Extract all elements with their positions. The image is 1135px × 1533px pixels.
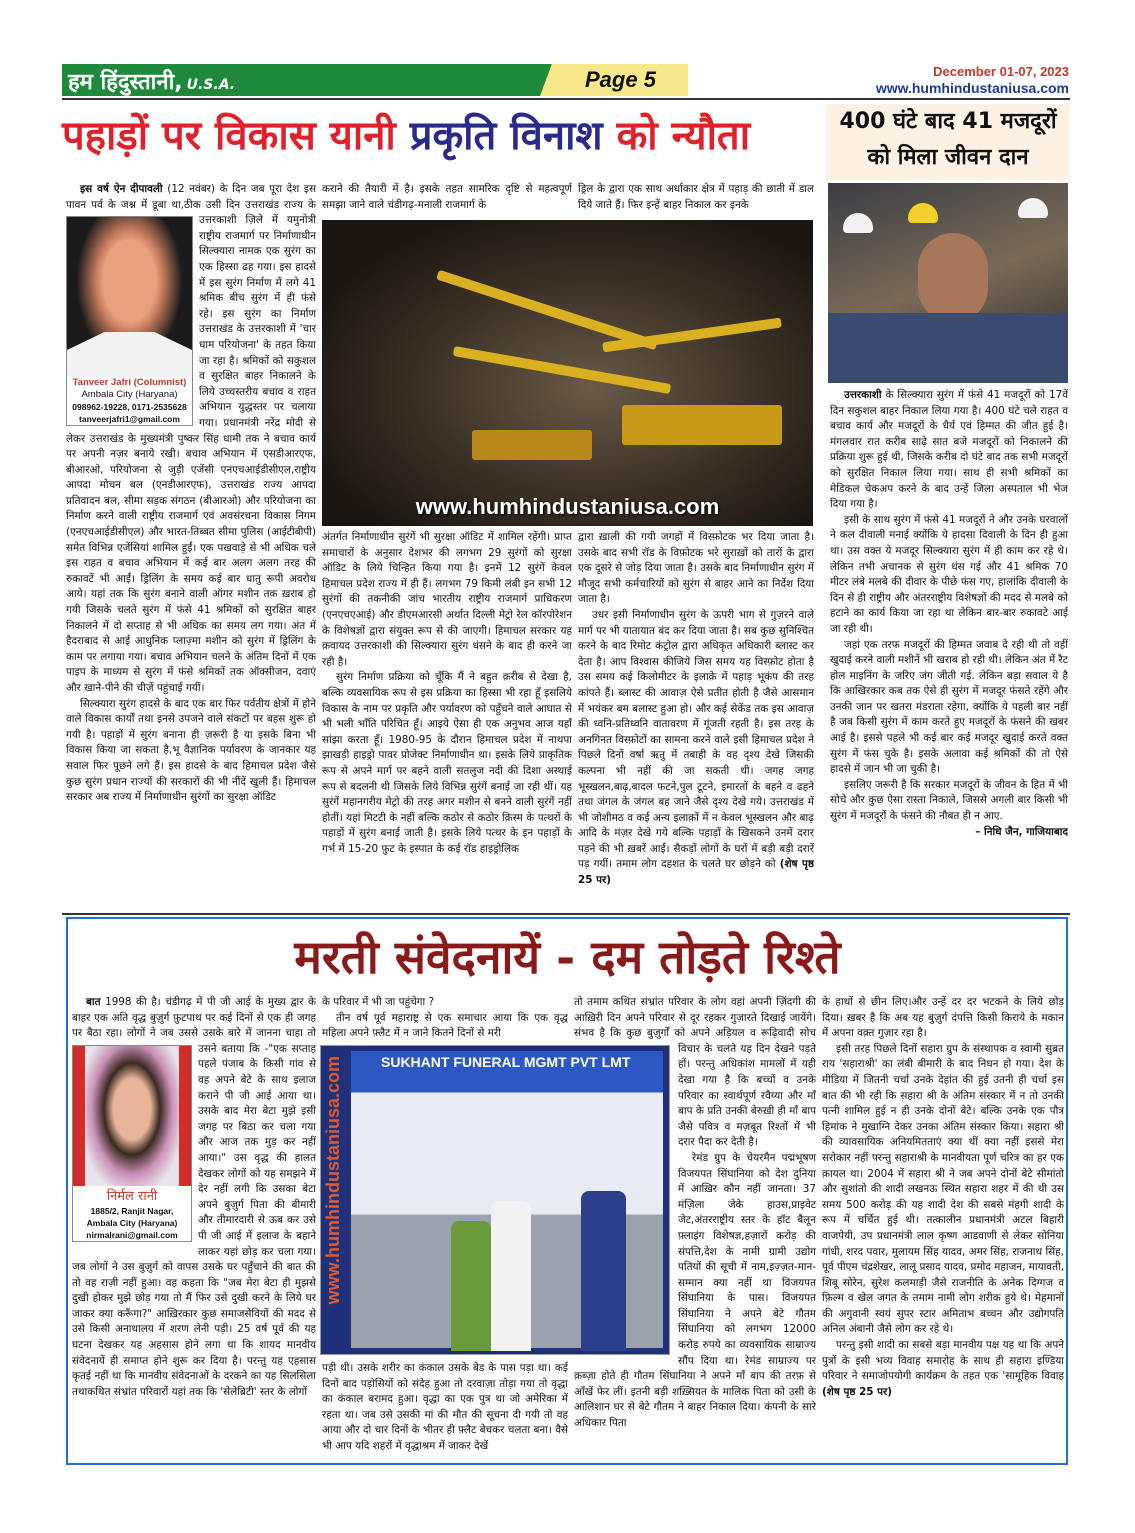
lead-words: इस वर्ष ऐन दीपावली	[80, 183, 163, 195]
author-card	[72, 1045, 192, 1242]
sidebar-headline: 400 घंटे बाद 41 मजदूरों को मिला जीवन दान	[826, 104, 1070, 180]
article1-column-1	[66, 182, 316, 910]
author-email[interactable]: tanveerjafri1@gmail.com	[79, 414, 180, 424]
body-text: उधर इसी निर्माणाधीन सुरंग के ऊपरी भाग से गुज़रने वाले मार्ग पर भी यातायात बंद कर दिया जाता है। सब कुछ सुनिश्चित करने के बाद रिमोट कंट्रोल द्वारा अधिकृत अधिकारी ब्लास्ट कर देता है। आप विश्वास कीजिये जिस समय यह विस्फ़ोट होता है उस समय कई किलोमीटर के इलाक़े में पहाड़ भूकंप की तरह कांपते हैं। ब्लास्ट की आवाज़ ऐसे प्रतीत होती है जैसे आसमान में भयंकर बम बलास्ट हुआ हो। और कई सेकेंड तक इस आवाज़ की ध्वनि-प्रतिध्वनि वातावरण में गूंजती रहती है। इस तरह के अनगिनत विस्फ़ोटों का सामना करने वाले इसी हिमाचल प्रदेश ने पिछले दिनों वर्षा ऋतु में तबाही के वह दृश्य देखे जिसकी कल्पना भी नहीं की जा सकती थी। जगह जगह भूस्खलन,बाढ़,बादल फटने,पुल टूटने, इमारतों के बहने व ढहने तथा जंगल के जंगल बह जाने जैसे दृश्य देखे गये। उत्तराखंड में भी जोशीमठ व कई अन्य इलाक़ों में न केवल भूस्खलन और बाढ़ आदि के मंज़र देखे गये बल्कि पहाड़ों के खिसकने उनमें दरार पड़ने की भी ख़बरें आईं। सैकड़ों लोगों के घरों में बड़ी बड़ी दरारें पड़ गयीं। तमाम लोग दहशत के चलते घर छोड़ने को	[578, 608, 814, 871]
body-text: (12 नवंबर) के दिन जब पूरा देश इस पावन पर्व के जश्न में डूबा था,ठीक उसी दिन उत्तराखंड राज्य के उत्तरकाशी ज़िले में यमुनोत्री राष्ट्रीय राजमार्ग पर निर्माणाधीन सिल्क्यारा नामक एक सुरंग का एक हिस्सा ढह गया। इस हादसे में इस सुरंग निर्माण में लगे 41 श्रमिक बीच सुरंग में ही फंसे रहे। इस सुरंग का निर्माण उत्तराखंड के उत्तरकाशी में 'चार धाम परियोजना' के तहत किया जा रहा है। श्रमिकों को सकुशल व सुरक्षित बाहर निकालने के लिये उच्चस्तरीय बचाव व राहत अभियान युद्धस्तर पर चलाया गया। प्रधानमंत्री नरेंद्र मोदी से लेकर उत्तराखंड के मुख्यमंत्री पुष्कर सिंह धामी तक ने बचाव कार्य पर अपनी नज़र बनाये रखी। बचाव अभियान में एसडीआरएफ, बीआरओ, परियोजना से जुड़ी एजेंसी एनएचआईडीसीएल,राष्ट्रीय आपदा मोचन बल (एनडीआरएफ), उत्तराखंड राज्य आपदा प्रतिवादन बल, सीमा सड़क संगठन (बीआरओ) और परियोजना का निर्माण करने वाली राष्ट्रीय राजमार्ग एवं अवसंरचना विकास निगम (एनएचआईडीसीएल) और भारत-तिब्बत सीमा पुलिस (आईटीबीपी) समेत विभिन्न एजेंसियां शामिल हुईं। एक पखवाड़े से भी अधिक चले इस राहत व बचाव अभियान में कई बार अलग अलग तरह की रुकावटें भी आईं। ड्रिलिंग के समय कई बार धातु रूपी अवरोध आये। यहां तक कि सुरंग बनाने वाली ऑगर मशीन तक ख़राब हो गयी जिसके चलते सुरंग में फंसे 41 श्रमिकों को सुरक्षित बाहर निकालने में दो सप्ताह से भी अधिक का समय लग गया। अंत में हैदराबाद से आई आधुनिक प्लाज़्मा मशीन को सुरंग में ड्रिलिंग के काम पर लगाया गया। बचाव अभियान चलने के अंतिम दिनों में एक पाइप के माध्यम से सुरंग में फंसे श्रमिकों तक ऑक्सीजन, दवाएं और खाने-पीने की चीज़ें पहुंचाई गयीं।	[66, 183, 316, 694]
body-text: सुरंग निर्माण प्रक्रिया को चूँकि मैं ने बहुत क़रीब से देखा है, बल्कि व्यवसायिक रूप से इस प्रक्रिया का हिस्सा भी रहा हूँ इसलिये विकास के नाम पर प्रकृति और पर्यावरण को पहुँचने वाले आघात से भी भली भाँति परिचित हूँ। आइये ऐसा ही एक अनुभव आज यहाँ सांझा करता हूँ। 1980-95 के दौरान हिमाचल प्रदेश में नाथपा झाखड़ी हाइड्रो पावर प्रोजेक्ट निर्माणाधीन था। इसके लिये प्राकृतिक रूप से अपने मार्ग पर बहने वाली सतलुज नदी की दिशा अस्थाई रूप से बदलनी थी जिसके लिये विभिन्न सुरंगें बनाई जा रही थीं। यह सुरंगें महानगरीय मेट्रो की तरह अगर मशीन से बनने वाली सुरंगें नहीं होतीं। यहां मिटटी के नहीं बल्कि कठोर से कठोर क़िस्म के पत्थरों के पहाड़ों में सुरंग बनाई जाती है। इसके लिये पत्थर के इन पहाड़ों के गर्भ में 15-20 फ़ुट के इस्पात के कई रॉड हाइड्रोलिक	[322, 671, 572, 855]
headline-part: पहाड़ों पर विकास यानी	[62, 113, 410, 159]
body-text: पड़ी थी। उसके शरीर का कंकाल उसके बेड के पास पड़ा था। कई दिनों बाद पड़ोसियों को संदेह हुआ तो दरवाज़ा तोड़ा गया तो वृद्धा का कंकाल बरामद हुआ। वृद्धा का एक पुत्र था जो अमेरिका में रहता था। जब उसे उसकी मां की मौत की सूचना दी गयी तो वह आया और दो चार दिनों के भीतर ही फ़्लैट बेचकर चलता बना। वैसे भी आप यदि शहरों में वृद्धाश्रम में जाकर देखें	[322, 1362, 568, 1452]
photo-space	[574, 1043, 678, 1361]
divider	[62, 98, 1070, 100]
issue-date: December 01-07, 2023	[933, 64, 1069, 79]
body-text: इसी तरह पिछले दिनों सहारा ग्रुप के संस्थापक व स्वामी सुब्रत राय 'सहाराश्री' का लंबी बीमारी के बाद निधन हो गया। देश के मीडिया में जितनी चर्चा उनके देहांत की हुई उतनी ही चर्चा इस बात की भी रही कि सहारा श्री के अंतिम संस्कार में न तो उनकी पत्नी शामिल हुई न ही उनके दोनों बेटे। बल्कि उनके एक पौत्र हिमांक ने मुखाग्नि देकर उनका अंतिम संस्कार किया। सहारा श्री की व्यावसायिक अनियमितताएं क्या थीं क्या नहीं इससे मेरा सरोकार नहीं परन्तु सहाराश्री के मानवीयता पूर्ण चरित्र का हर एक क़ायल था। 2004 में सहारा श्री ने जब अपने दोनों बेटे सीमांतो और सुशांतो की शादी लखनऊ स्थित सहारा शहर में की थी उस समय 500 करोड़ की यह शादी देश की सबसे मंहगी शादी के रूप में चर्चित हुई थी। तत्कालीन प्रधानमंत्री अटल बिहारी वाजपेयी, उप प्रधानमंत्री लाल कृष्ण आडवाणी से लेकर सोनिया गांधी, शरद पवार, मुलायम सिंह यादव, अमर सिंह, राजनाथ सिंह, पूर्व पीएम चंद्रशेखर, लालू प्रसाद यादव, प्रमोद महाजन, मायावती, शिबू सोरेन, सुरेश कलमाड़ी जैसे राजनीति के अनेक दिग्गज व फ़िल्म व खेल जगत के तमाम नामी लोग शरीक हुये थे। मेहमानों की अगुवानी स्वयं सुपर स्टार अमिताभ बच्चन और उद्योगपति अनिल अंबानी जैसे लोग कर रहे थे।	[822, 1042, 1064, 1336]
body-text: के परिवार में भी जा पहुंचेगा ?	[322, 996, 435, 1008]
article1-column-2	[322, 530, 572, 910]
title-usa: U.S.A.	[186, 77, 236, 93]
article2-column-4	[822, 995, 1064, 1461]
body-text: इसी के साथ सुरंग में फंसे 41 मजदूरों ने और उनके घरवालों ने कल दीवाली मनाई क्योंकि ये हादसा दिवाली के दिन ही हुआ था। उस वक्त ये मजदूर सिल्क्यारा सुरंग में ही काम कर रहे थे। लेकिन तभी अचानक से सुरंग धंस गई और 41 श्रमिक 70 मीटर लंबे मलबे की दीवार के पीछे फंस गए, हालांकि दीवाली के दिन से ही राष्ट्रीय और अंतरराष्ट्रीय विशेषज्ञों की मदद से मलबे को हटाने का कार्य किया जा रहा था लेकिन बार-बार रुकावटे आई जा रही थी।	[830, 513, 1068, 635]
photo-watermark: www.humhindustaniusa.com	[323, 1056, 343, 1305]
body-text: ड्रिल के द्वारा एक साथ अर्धाकार क्षेत्र में पहाड़ की छाती में डाल दिये जाते हैं। फिर इन्हें बाहर निकाल कर इनके	[578, 183, 814, 211]
body-text: कराने की तैयारी में है। इसके तहत सामरिक दृष्टि से महत्वपूर्ण समझा जाने वाले चंडीगढ़-मनाली राजमार्ग के	[322, 183, 572, 211]
page-number: Page 5	[585, 67, 656, 92]
author-address: 1885/2, Ranjit Nagar,	[90, 1206, 174, 1216]
tunnel-drilling-photo	[322, 220, 813, 526]
newspaper-title	[68, 66, 235, 96]
body-text: के सिल्क्यारा सुरंग में फंसे 41 मजदूरों को 17वें दिन सकुशल बाहर निकाल लिया गया है। 400 घंटे चले राहत व बचाव कार्य और मजदूरों के धैर्य एवं हिम्मत की जीत हुई है। मंगलवार रात करीब साढ़े सात बजे मजदूरों को निकालने की प्रक्रिया शुरू हुई थी, जिसके करीब दो घंटे बाद तक सभी मजदूरों को सुरक्षित निकाल लिया गया। साथ ही सभी श्रमिकों का मेडिकल चेकअप करने के बाद उन्हें जिला अस्पताल भी भेज दिया गया है।	[830, 389, 1068, 511]
divider	[62, 913, 1070, 915]
author-name: निर्मल रानी	[106, 1189, 158, 1204]
body-text: परन्तु इसी शादी का सबसे बड़ा मानवीय पक्ष यह था कि अपने पुत्रों के इसी भव्य विवाह समारोह के साथ ही सहारा इण्डिया परिवार ने समाजोपयोगी कार्यक्रम के तहत एक 'सामूहिक विवाह	[822, 1339, 1064, 1383]
photo-watermark: www.humhindustaniusa.com	[415, 494, 720, 519]
body-text: जहां एक तरफ मजदूरों की हिम्मत जवाब दे रही थी तो वहीं खुदाई करने वाली मशीनें भी खराब हो रही थी। लेकिन अंत में रैट होल माइनिंग के जरिए जंग जीती गई. लेकिन बड़ा सवाल ये है कि आखिरकार कब तक ऐसे ही सुरंग में मजदूर फंसते रहेंगे और उनकी जान पर खतरा मंडराता रहेगा, क्योंकि ये पहली बार नहीं है जब किसी सुरंग में काम करते हुए मजदूरों के फंसने की खबर आई है। इससे पहले भी कई बार कई मजदूर खुदाई करते वक्त सुरंग में फंस चुके है। इसके अलावा कई श्रमिकों की तो ऐसे हादसे में जान भी जा चुकी है।	[830, 638, 1068, 776]
body-text: द्वारा ख़ाली की गयी जगहों में विस्फ़ोटक भर दिया जाता है। उसके बाद सभी रॉड के विफ़ोटक भरे सुराख़ों को तारों के द्वारा एक दूसरे से जोड़ दिया जाता है। उसके बाद निर्माणाधीन सुरंग में मौजूद सभी कर्मचारियों को सुरंग से बाहर आने का निर्देश दिया जाता है।	[578, 531, 814, 606]
sidebar-column	[830, 388, 1068, 910]
photo-banner-text: SUKHANT FUNERAL MGMT PVT LMT	[381, 1054, 631, 1070]
title-hindi: हम हिंदुस्तानी,	[68, 70, 183, 95]
author-photo	[67, 217, 192, 377]
article1-headline	[62, 104, 817, 168]
continued-link[interactable]: (शेष पृष्ठ 25 पर)	[578, 858, 814, 887]
author-city: Ambala City (Haryana)	[86, 1218, 178, 1228]
author-email[interactable]: nirmalrani@gmail.com	[86, 1230, 178, 1240]
rescued-workers-photo	[828, 183, 1068, 383]
headline-part: को न्यौता	[616, 113, 751, 159]
article1-column-2-top	[322, 182, 572, 216]
headline-part: प्रकृति विनाश	[409, 113, 617, 159]
body-text: रेमंड ग्रुप के चेयरमैन पद्मभूषण विजयपत सिंघानिया को देश दुनिया में आख़िर कौन नहीं जानता। 37 मंज़िला जेके हाउस,प्राइवेट जेट,अंतरराष्ट्रीय स्तर के हॉट बैलून फ़्लाइंग विशेषज्ञ,हज़ारों करोड़ की संपत्ति,देश के नामी ग्रामी उद्योग पतियों की सूची में नाम,इज़्ज़त-मान-सम्मान क्या नहीं था विजयपत सिंघानिया के पास। विजयपत सिंघानिया ने अपने बेटे गौतम सिंघानिया को लगभग 12000 करोड़ रुपये का व्यवसायिक साम्राज्य सौंप दिया था। रेमंड साम्राज्य पर क़ब्ज़ा होते ही गौतम सिंघानिया ने अपने माँ बाप की तरफ़ से आँखें फेर लीं। इतनी बड़ी शख़्सियत के मालिक पिता को उसी के आलिशान घर से बेटे गौतम ने बाहर निकाल दिया। कंपनी के सारे अधिकार पिता	[574, 1151, 816, 1430]
article2-headline: मरती संवेदनायें - दम तोड़ते रिश्ते	[294, 930, 841, 984]
author-city: Ambala City (Haryana)	[81, 389, 178, 400]
body-text: अंतर्गत निर्माणाधीन सुरंगें भी सुरक्षा ऑडिट में शामिल रहेंगी। प्राप्त समाचारों के अनुसार देशभर की लगभग 29 सुरंगों को सुरक्षा ऑडिट के लिये चिन्हित किया गया है। इनमें 12 सुरंगें केवल हिमाचल प्रदेश राज्य में ही हैं। लगभग 79 किमी लंबी इन सभी 12 सुरंगों की तकनीकी जांच भारतीय राष्ट्रीय राजमार्ग प्राधिकरण (एनएचएआई) और डीएमआरसी अर्थात दिल्ली मेट्रो रेल कॉरपोरेशन के विशेषज्ञों द्वारा संयुक्त रूप से की जाएगी। हिमाचल सरकार यह क़वायद उत्तरकाशी की सिल्क्यारा सुरंग धंसने के बाद ही करने जा रही है।	[322, 531, 572, 668]
byline: – निधि जैन, गाजियाबाद	[975, 825, 1068, 838]
lead-words: बात	[86, 996, 101, 1008]
body-text: 1998 की है। चंडीगढ़ में पी जी आई के मुख्य द्वार के बाहर एक अति वृद्ध बुज़ुर्ग फ़ुटपाथ पर कई दिनों से एक ही जगह पर बैठा रहा। लोगों ने जब उससे उसके बारे में जानना चाहा तो उसने बताया कि -"एक सप्ताह पहले पंजाब के किसी गांव से वह अपने बेटे के साथ इलाज कराने पी जी आई आया था। उसके बाद मेरा बेटा मुझे इसी जगह पर बिठा कर चला गया और आज तक मुड़ कर नहीं आया।" उस वृद्ध की हालत देखकर लोगों को यह समझने में देर नहीं लगी कि उसका बेटा अपने बुज़ुर्ग पिता की बीमारी और तीमारदारी से ऊब कर उसे पी जी आई में इलाज के बहाने लाकर यहां छोड़ कर चला गया। जब लोगों ने उस बुज़ुर्ग को वापस उसके घर पहुँचाने की बात की तो वह राज़ी नहीं हुआ। वह कहता कि "जब मेरा बेटा ही मुझसे दुखी होकर मुझे छोड़ गया तो मैं फिर उसे दुखी करने के लिये घर जाकर क्या करूँगा?" आख़िरकार कुछ समाजसेवियों की मदद से उसे किसी अनाथालय में शरण लेनी पड़ी। 25 वर्ष पूर्व की यह घटना देखकर यह अहसास होने लगा था कि शायद मानवीय संवेदनायें ही समाप्त होने शुरू कर दिया है। परन्तु यह एहसास कृतई नहीं था कि मानवीय संवेदनाओं के दरकने का यह सिलसिला तथाकथित संभ्रांत परिवारों यहां तक कि 'सेलेब्रिटी' स्तर के लोगों	[72, 996, 316, 1398]
article2-column-3	[574, 995, 816, 1461]
author-name: Tanveer Jafri (Columnist)	[72, 377, 187, 388]
website-link[interactable]: www.humhindustaniusa.com	[875, 80, 1069, 96]
article1-column-3-top	[578, 182, 814, 216]
body-text: इसलिए जरूरी है कि सरकार मजदूरों के जीवन के हित में भी सोचे और कुछ ऐसा रास्ता निकाले, जिससे अगली बार किसी भी सुरंग में मजदूरों के फंसने की नौबत ही न आए.	[830, 778, 1068, 823]
article2-column-1	[72, 995, 316, 1461]
author-card	[66, 216, 193, 426]
article1-column-3	[578, 530, 814, 910]
body-text: तीन वर्ष पूर्व महाराष्ट्र से एक समाचार आया कि एक वृद्ध महिला अपने फ़्लैट में न जाने कितने दिनों से मरी	[322, 1011, 568, 1040]
lead-words: उत्तरकाशी	[844, 389, 882, 401]
body-text: तो तमाम कथित संभ्रांत परिवार के लोग वहां अपनी ज़िंदगी की आख़िरी दिन अपने परिवार से दूर रहकर गुज़ारते दिखाई जायेंगे। संभव है कि कुछ बुज़ुर्गों को अपने अड़ियल व रूढ़िवादी सोच विचार के चलते यह दिन देखने पड़ते हों। परन्तु अधिकांश मामलों में यही देखा गया है कि बच्चों व उनके परिवार का स्वार्थपूर्ण रवैय्या और माँ बाप के प्रति उनकी बेरुख़ी ही माँ बाप जैसे पवित्र व मज़बूत रिश्तों में भी दरार पैदा कर देती है।	[574, 996, 816, 1149]
continued-link[interactable]: (शेष पृष्ठ 25 पर)	[822, 1385, 893, 1398]
author-phone: 098962-19228, 0171-2535628	[72, 402, 187, 412]
author-photo	[73, 1046, 191, 1186]
body-text: के हाथों से छीन लिए।और उन्हें दर दर भटकने के लिये छोड़ दिया। ख़बर है कि अब यह बुज़ुर्ग दंपत्ति किसी किराये के मकान में अपना वक़्त गुज़ार रहा है।	[822, 996, 1064, 1040]
body-text: सिल्क्यारा सुरंग हादसे के बाद एक बार फिर पर्वतीय क्षेत्रों में होने वाले विकास कार्यों तथा इनसे उपजने वाले संकटों पर बहस शुरू हो गयी है। पहाड़ों में सुरंग बनाना ही ज़रूरी है या इसके बिना भी विकास किया जा सकता है,भू वैज्ञानिक पर्यावरण के जानकार यह सवाल फिर पूछने लगे हैं। इस हादसे के बाद हिमाचल प्रदेश जैसे कुछ सुरंग प्रधान राज्यों की सरकारों की भी नींदें खुली हैं। हिमाचल सरकार अब राज्य में निर्माणाधीन सुरंगों का सुरक्षा ऑडिट	[66, 697, 316, 804]
